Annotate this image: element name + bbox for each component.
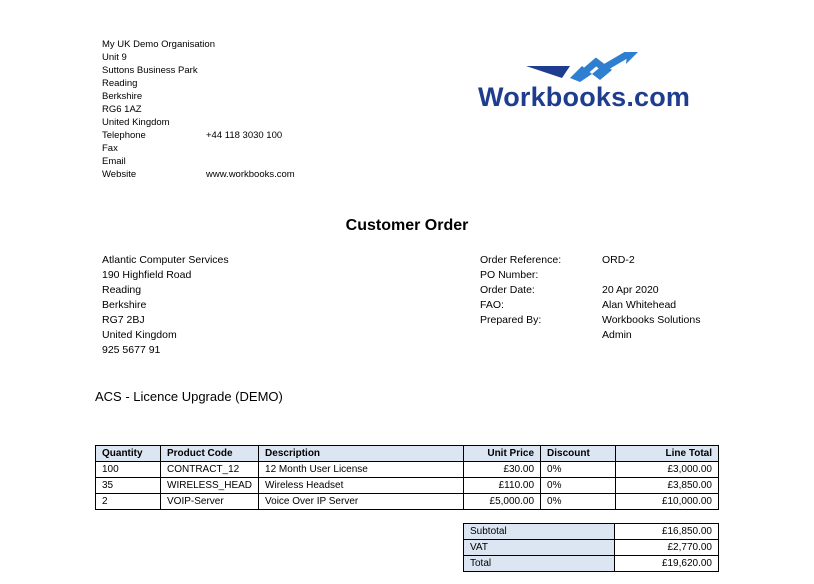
customer-address bbox=[102, 253, 229, 358]
org-contact-email bbox=[102, 155, 295, 168]
org-contact-website bbox=[102, 168, 295, 181]
contact-value: www.workbooks.com bbox=[206, 169, 295, 180]
column-header: Quantity bbox=[96, 446, 161, 462]
customer-line: Reading bbox=[102, 284, 142, 296]
unit-price-cell: £30.00 bbox=[464, 462, 541, 478]
subtotal-row bbox=[464, 524, 719, 540]
org-line: Suttons Business Park bbox=[102, 65, 198, 76]
table-row bbox=[96, 462, 719, 478]
table-row bbox=[96, 478, 719, 494]
product-code-cell: WIRELESS_HEAD bbox=[161, 478, 259, 494]
line-total-cell: £3,000.00 bbox=[616, 462, 719, 478]
discount-cell: 0% bbox=[541, 462, 616, 478]
totals-label: Subtotal bbox=[464, 524, 615, 540]
totals-label: Total bbox=[464, 556, 615, 572]
table-row bbox=[96, 494, 719, 510]
meta-label: Prepared By: bbox=[480, 314, 542, 326]
customer-line: 190 Highfield Road bbox=[102, 269, 192, 281]
line-items-table bbox=[95, 445, 719, 510]
org-line: United Kingdom bbox=[102, 117, 170, 128]
prepared-by-row-continued bbox=[480, 328, 732, 343]
total-row bbox=[464, 556, 719, 572]
unit-price-cell: £5,000.00 bbox=[464, 494, 541, 510]
org-line: My UK Demo Organisation bbox=[102, 39, 215, 50]
meta-value: 20 Apr 2020 bbox=[602, 284, 659, 296]
vat-row bbox=[464, 540, 719, 556]
customer-line: Berkshire bbox=[102, 299, 147, 311]
description-cell: 12 Month User License bbox=[259, 462, 464, 478]
totals-value: £19,620.00 bbox=[615, 556, 719, 572]
totals-label: VAT bbox=[464, 540, 615, 556]
org-line: Unit 9 bbox=[102, 52, 127, 63]
customer-line: United Kingdom bbox=[102, 329, 177, 341]
meta-value: ORD-2 bbox=[602, 254, 635, 266]
meta-label bbox=[480, 328, 602, 343]
org-contact-telephone bbox=[102, 129, 295, 142]
quantity-cell: 2 bbox=[96, 494, 161, 510]
customer-line: RG7 2BJ bbox=[102, 314, 145, 326]
meta-label: PO Number: bbox=[480, 269, 539, 281]
meta-label: Order Reference: bbox=[480, 254, 562, 266]
meta-value: Admin bbox=[602, 329, 632, 341]
quantity-cell: 35 bbox=[96, 478, 161, 494]
quantity-cell: 100 bbox=[96, 462, 161, 478]
table-header-row bbox=[96, 446, 719, 462]
order-details bbox=[480, 253, 732, 343]
product-code-cell: CONTRACT_12 bbox=[161, 462, 259, 478]
line-total-cell: £10,000.00 bbox=[616, 494, 719, 510]
order-date-row bbox=[480, 283, 732, 298]
description-cell: Voice Over IP Server bbox=[259, 494, 464, 510]
totals-table bbox=[463, 523, 719, 572]
org-line: RG6 1AZ bbox=[102, 104, 142, 115]
order-reference-row bbox=[480, 253, 732, 268]
po-number-row bbox=[480, 268, 732, 283]
fao-row bbox=[480, 298, 732, 313]
document-title: Customer Order bbox=[345, 217, 469, 234]
meta-value bbox=[602, 268, 732, 283]
line-total-cell: £3,850.00 bbox=[616, 478, 719, 494]
meta-label: FAO: bbox=[480, 299, 504, 311]
contact-label: Telephone bbox=[102, 130, 146, 141]
prepared-by-row bbox=[480, 313, 732, 328]
contact-label: Fax bbox=[102, 143, 118, 154]
totals-value: £2,770.00 bbox=[615, 540, 719, 556]
column-header: Unit Price bbox=[464, 446, 541, 462]
description-cell: Wireless Headset bbox=[259, 478, 464, 494]
totals-value: £16,850.00 bbox=[615, 524, 719, 540]
customer-line: Atlantic Computer Services bbox=[102, 254, 229, 266]
product-code-cell: VOIP-Server bbox=[161, 494, 259, 510]
logo-wordmark: Workbooks.com bbox=[478, 82, 691, 112]
org-contact-fax bbox=[102, 142, 295, 155]
discount-cell: 0% bbox=[541, 478, 616, 494]
column-header: Line Total bbox=[616, 446, 719, 462]
column-header: Product Code bbox=[161, 446, 259, 462]
contact-value: +44 118 3030 100 bbox=[206, 130, 283, 141]
org-line: Berkshire bbox=[102, 91, 143, 102]
meta-value: Workbooks Solutions bbox=[602, 314, 701, 326]
organisation-address bbox=[102, 38, 295, 181]
column-header: Discount bbox=[541, 446, 616, 462]
customer-line: 925 5677 91 bbox=[102, 344, 161, 356]
org-line: Reading bbox=[102, 78, 138, 89]
unit-price-cell: £110.00 bbox=[464, 478, 541, 494]
contact-label: Email bbox=[102, 156, 126, 167]
contact-label: Website bbox=[102, 169, 137, 180]
meta-label: Order Date: bbox=[480, 284, 535, 296]
workbooks-logo bbox=[478, 52, 700, 114]
order-subject: ACS - Licence Upgrade (DEMO) bbox=[95, 389, 283, 404]
column-header: Description bbox=[259, 446, 464, 462]
discount-cell: 0% bbox=[541, 494, 616, 510]
meta-value: Alan Whitehead bbox=[602, 299, 677, 311]
